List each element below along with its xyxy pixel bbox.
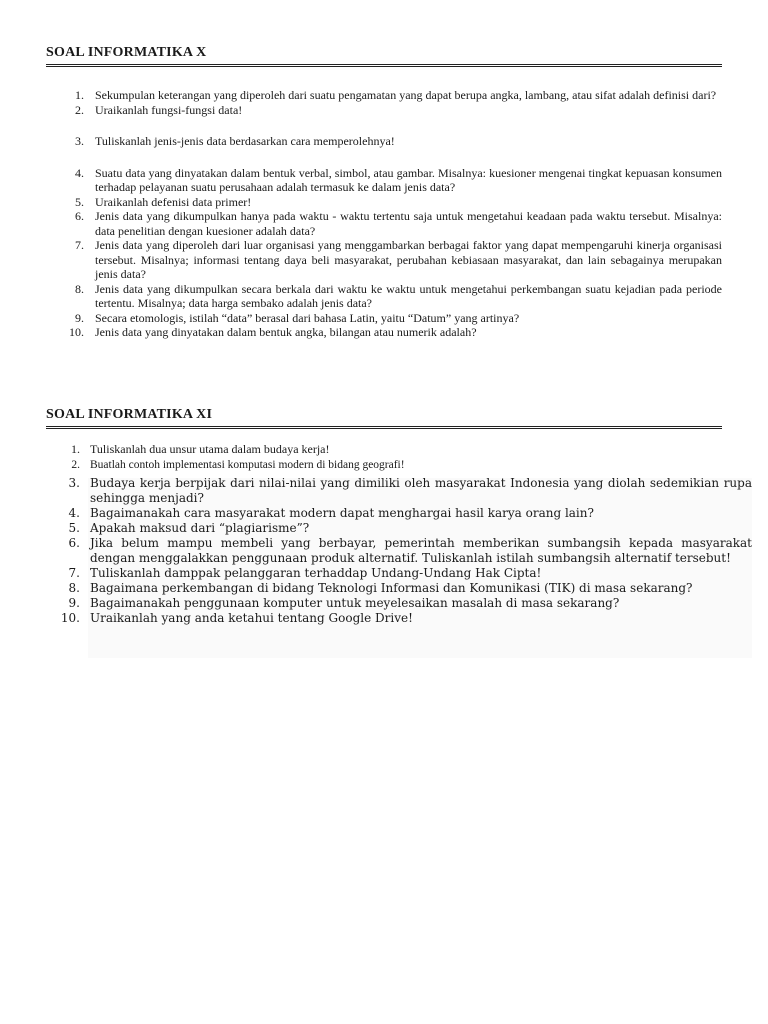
question-item bbox=[46, 611, 752, 626]
question-text: Jenis data yang dikumpulkan secara berkala dari waktu ke waktu untuk mengetahui perkembangan suatu kejadian pada periode tertentu. Misalnya; data harga sembako adalah jenis data? bbox=[95, 281, 722, 310]
question-item bbox=[46, 458, 752, 474]
question-text: Bagaimanakah cara masyarakat modern dapat menghargai hasil karya orang lain? bbox=[90, 506, 594, 520]
question-text: Jenis data yang dikumpulkan hanya pada waktu - waktu tertentu saja untuk mengetahui keadaan pada waktu tersebut. Misalnya: data penelitian dengan kuesioner adalah data? bbox=[95, 209, 722, 238]
question-text: Bagaimanakah penggunaan komputer untuk meyelesaikan masalah di masa sekarang? bbox=[90, 596, 620, 610]
question-item bbox=[46, 311, 722, 326]
question-number: 8. bbox=[75, 281, 84, 296]
question-text: Bagaimana perkembangan di bidang Teknologi Informasi dan Komunikasi (TIK) di masa sekarang? bbox=[90, 581, 693, 595]
question-item bbox=[46, 566, 752, 581]
question-number: 6. bbox=[75, 209, 84, 223]
question-item bbox=[46, 325, 722, 340]
question-text: Apakah maksud dari “plagiarisme”? bbox=[90, 521, 310, 535]
question-item bbox=[46, 209, 722, 238]
question-text: Uraikanlah fungsi-fungsi data! bbox=[95, 102, 243, 117]
question-number: 1. bbox=[75, 88, 84, 102]
question-number: 8. bbox=[68, 581, 80, 595]
question-number: 4. bbox=[75, 165, 84, 180]
question-list-x bbox=[46, 88, 722, 340]
question-text: Tuliskanlah damppak pelanggaran terhaddap Undang-Undang Hak Cipta! bbox=[90, 566, 542, 580]
question-item bbox=[46, 536, 752, 566]
question-item bbox=[46, 238, 722, 282]
question-item bbox=[46, 166, 722, 195]
question-text: Jenis data yang diperoleh dari luar organisasi yang menggambarkan berbagai faktor yang dapat mempengaruhi kinerja organisasi tersebut. Misalnya; informasi tentang daya beli masyarakat, perubahan kebiasaan masyarakat, dan lain sebagainya merupakan jenis data? bbox=[95, 238, 722, 281]
question-text: Budaya kerja berpijak dari nilai-nilai yang dimiliki oleh masyarakat Indonesia yang diolah sedemikian rupa sehingga menjadi? bbox=[90, 476, 752, 505]
question-text: Jika belum mampu membeli yang berbayar, pemerintah memberikan sumbangsih kepada masyarakat dengan menggalakkan penggunaan produk alternatif. Tuliskanlah istilah sumbangsih alternatif tersebut! bbox=[90, 536, 752, 565]
question-text: Buatlah contoh implementasi komputasi modern di bidang geografi! bbox=[90, 458, 405, 471]
question-number: 5. bbox=[68, 521, 80, 535]
question-number: 2. bbox=[71, 458, 80, 471]
question-text: Jenis data yang dinyatakan dalam bentuk angka, bilangan atau numerik adalah? bbox=[95, 325, 477, 339]
question-number: 10. bbox=[60, 611, 80, 625]
question-number: 3. bbox=[68, 476, 80, 490]
question-number: 6. bbox=[68, 536, 80, 550]
section-divider-x bbox=[46, 64, 722, 67]
question-item bbox=[46, 581, 752, 596]
question-text: Tuliskanlah jenis-jenis data berdasarkan cara memperolehnya! bbox=[95, 134, 395, 148]
question-number: 7. bbox=[75, 238, 84, 252]
question-number: 5. bbox=[75, 194, 84, 209]
question-text: Suatu data yang dinyatakan dalam bentuk verbal, simbol, atau gambar. Misalnya: kuesioner mengenai tingkat kepuasan konsumen terhadap pelayanan suatu perusahaan adalah termasuk ke dalam jenis data? bbox=[95, 165, 722, 194]
question-number: 10. bbox=[69, 325, 84, 339]
question-text: Sekumpulan keterangan yang diperoleh dari suatu pengamatan yang dapat berupa angka, lambang, atau sifat adalah definisi dari? bbox=[95, 88, 717, 102]
question-item bbox=[46, 103, 722, 118]
question-number: 9. bbox=[75, 310, 84, 325]
question-item bbox=[46, 596, 752, 611]
question-number: 4. bbox=[68, 506, 80, 520]
question-number: 1. bbox=[71, 442, 80, 456]
question-text: Uraikanlah defenisi data primer! bbox=[95, 194, 252, 209]
question-number: 2. bbox=[75, 102, 84, 117]
question-item bbox=[46, 521, 752, 536]
question-text: Tuliskanlah dua unsur utama dalam budaya kerja! bbox=[90, 442, 330, 456]
question-number: 3. bbox=[75, 134, 84, 148]
question-number: 9. bbox=[68, 596, 80, 610]
question-list-xi bbox=[46, 442, 752, 626]
section-divider-xi bbox=[46, 426, 722, 429]
question-item bbox=[46, 476, 752, 506]
question-text: Secara etomologis, istilah “data” berasal dari bahasa Latin, yaitu “Datum” yang artinya? bbox=[95, 310, 520, 325]
question-item bbox=[46, 134, 722, 149]
question-item bbox=[46, 442, 752, 458]
question-item bbox=[46, 88, 722, 103]
section-title-x: SOAL INFORMATIKA X bbox=[46, 45, 207, 60]
section-title-xi: SOAL INFORMATIKA XI bbox=[46, 407, 213, 422]
question-number: 7. bbox=[68, 566, 80, 580]
question-text: Uraikanlah yang anda ketahui tentang Google Drive! bbox=[90, 611, 413, 625]
question-item bbox=[46, 506, 752, 521]
question-item bbox=[46, 195, 722, 210]
question-item bbox=[46, 282, 722, 311]
